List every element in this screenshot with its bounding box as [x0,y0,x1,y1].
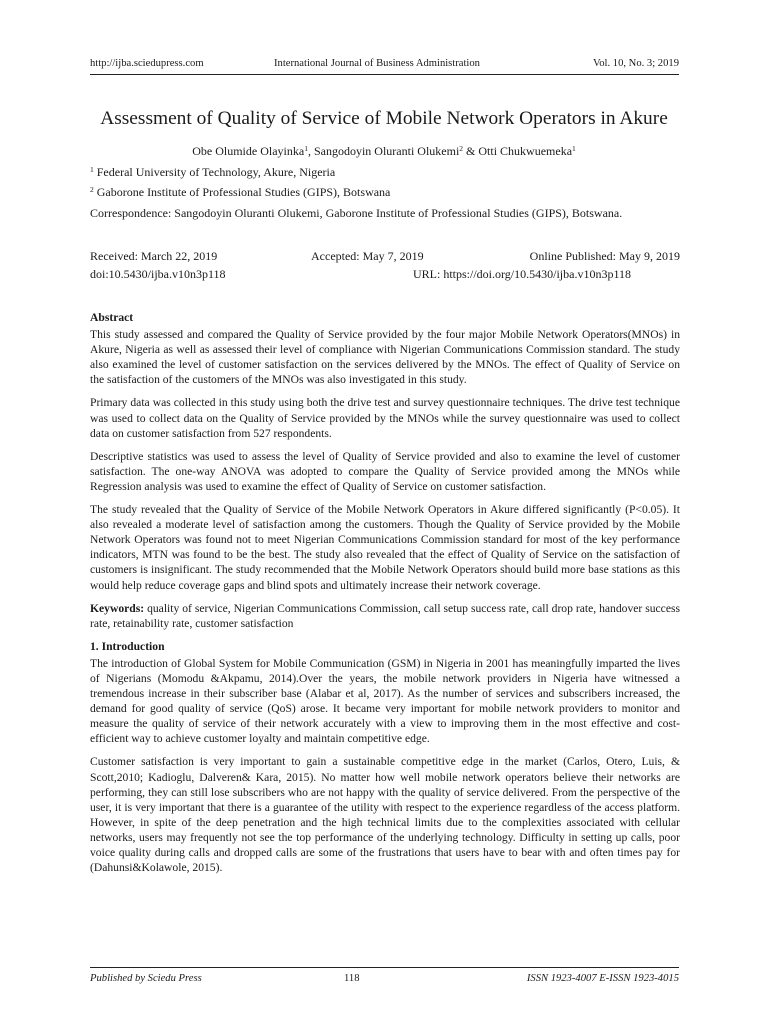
issn: ISSN 1923-4007 E-ISSN 1923-4015 [526,973,679,984]
doi-row [90,266,680,282]
abstract-paragraph: The study revealed that the Quality of Service of the Mobile Network Operators in Akure differed significantly (P<0.05). It also revealed a moderate level of satisfaction among the customers. Though the Quality of Service provided by the Mobile Network Operators was found not to meet Nigerian Communications Commission standard for most of the key performance indicators, MTN was found to be the best. The study also revealed that the effect of Quality of Service on the satisfaction of customers is insignificant. The study recommended that the Mobile Network Operators should build more base stations as this would help reduce coverage gaps and blind spots and ultimately increase their network coverage. [90,503,680,592]
journal-url[interactable]: http://ijba.sciedupress.com [90,58,204,69]
author-list [60,143,708,159]
author-name: & Otti Chukwuemeka [463,144,573,158]
abstract-paragraph: Descriptive statistics was used to assess the level of Quality of Service provided and also to examine the level of customer satisfaction. The one-way ANOVA was adopted to compare the Quality of Service provided among the MNOs while Regression analysis was used to examine the effect of Quality of Service on customer satisfaction. [90,449,680,493]
introduction-heading: 1. Introduction [90,639,165,653]
publisher: Published by Sciedu Press [90,973,202,984]
volume-info: Vol. 10, No. 3; 2019 [592,58,679,69]
affiliation-text: Gaborone Institute of Professional Studies (GIPS), Botswana [93,185,391,199]
journal-name: International Journal of Business Administration [274,58,480,69]
introduction-paragraph: The introduction of Global System for Mobile Communication (GSM) in Nigeria in 2001 has meaningfully imparted the lives of Nigerians (Momodu &Akpamu, 2014).Over the years, the mobile network providers in Nigeria have witnessed a tremendous increase in their subscriber base (Alabar et al, 2017). As the number of services and subscribers increased, the demand for good quality of service (QoS) arose. It became very important for mobile network providers to monitor and measure the quality of service of their network accurately with a view to improving them in the most effective and cost-efficient way to achieve customer loyalty and maintain competitive edge. [90,656,680,746]
affiliation-2 [90,184,390,200]
abstract-paragraph: This study assessed and compared the Quality of Service provided by the four major Mobile Network Operators(MNOs) in Akure, Nigeria as well as assessed their level of compliance with Nigerian Communications Commission standard. The study also examined the level of customer satisfaction on the services delivered by the MNOs. The effect of Quality of Service on the satisfaction of the customers of the MNOs was also investigated in this study. [90,328,680,387]
affiliation-mark: 2 [90,185,94,194]
affiliation-mark: 1 [90,165,94,174]
keywords [90,601,680,631]
publication-dates [90,248,680,264]
affiliation-text: Federal University of Technology, Akure, Nigeria [93,165,336,179]
doi-url[interactable]: URL: https://doi.org/10.5430/ijba.v10n3p118 [413,267,632,281]
introduction-paragraph: Customer satisfaction is very important to gain a sustainable competitive edge in the market (Carlos, Otero, Luis, & Scott,2010; Kadioglu, Dalveren& Kara, 2015). No matter how well mobile network operators believe their networks are performing, they can still lose subscribers who are not happy with the quality of service delivered. From the perspective of the user, it is very important that there is a guarantee of the utility with respect to the experience regardless of the access platform. However, in spite of the deep penetration and the high technical limits due to the complexities associated with cellular networks, users may frequently not see the top performance of the underlying technology. Difficulty in setting up calls, poor voice quality during calls and dropped calls are some of the frustrations that users have to bear with and often times pay for (Dahunsi&Kolawole, 2015). [90,755,680,875]
affiliation-1 [90,164,335,180]
author-name: Obe Olumide Olayinka [192,144,305,158]
abstract-heading: Abstract [90,311,134,324]
correspondence: Correspondence: Sangodoyin Oluranti Olukemi, Gaborone Institute of Professional Studies (GIPS), Botswana. [90,206,623,220]
keywords-text: quality of service, Nigerian Communications Commission, call setup success rate, call drop rate, handover success rate, retainability rate, customer satisfaction [90,601,680,630]
online-date: Online Published: May 9, 2019 [529,249,680,263]
accepted-date: Accepted: May 7, 2019 [311,249,424,263]
received-date: Received: March 22, 2019 [90,249,218,263]
author-affiliation-mark: 2 [459,144,464,153]
running-header [90,58,679,75]
page-number: 118 [344,973,360,984]
author-affiliation-mark: 1 [572,144,576,153]
paper-title: Assessment of Quality of Service of Mobile Network Operators in Akure [100,108,668,129]
author-name: , Sangodoyin Oluranti Olukemi [307,144,460,158]
doi: doi:10.5430/ijba.v10n3p118 [90,267,226,281]
running-footer [90,967,679,988]
author-affiliation-mark: 1 [304,144,308,153]
abstract-paragraph: Primary data was collected in this study using both the drive test and survey questionnaire techniques. The drive test technique was used to collect data on the Quality of Service provided by the MNOs while the survey questionnaire was used to collect data on customer satisfaction from 527 respondents. [90,396,680,440]
main-text [90,310,680,883]
keywords-label: Keywords: [90,601,145,615]
